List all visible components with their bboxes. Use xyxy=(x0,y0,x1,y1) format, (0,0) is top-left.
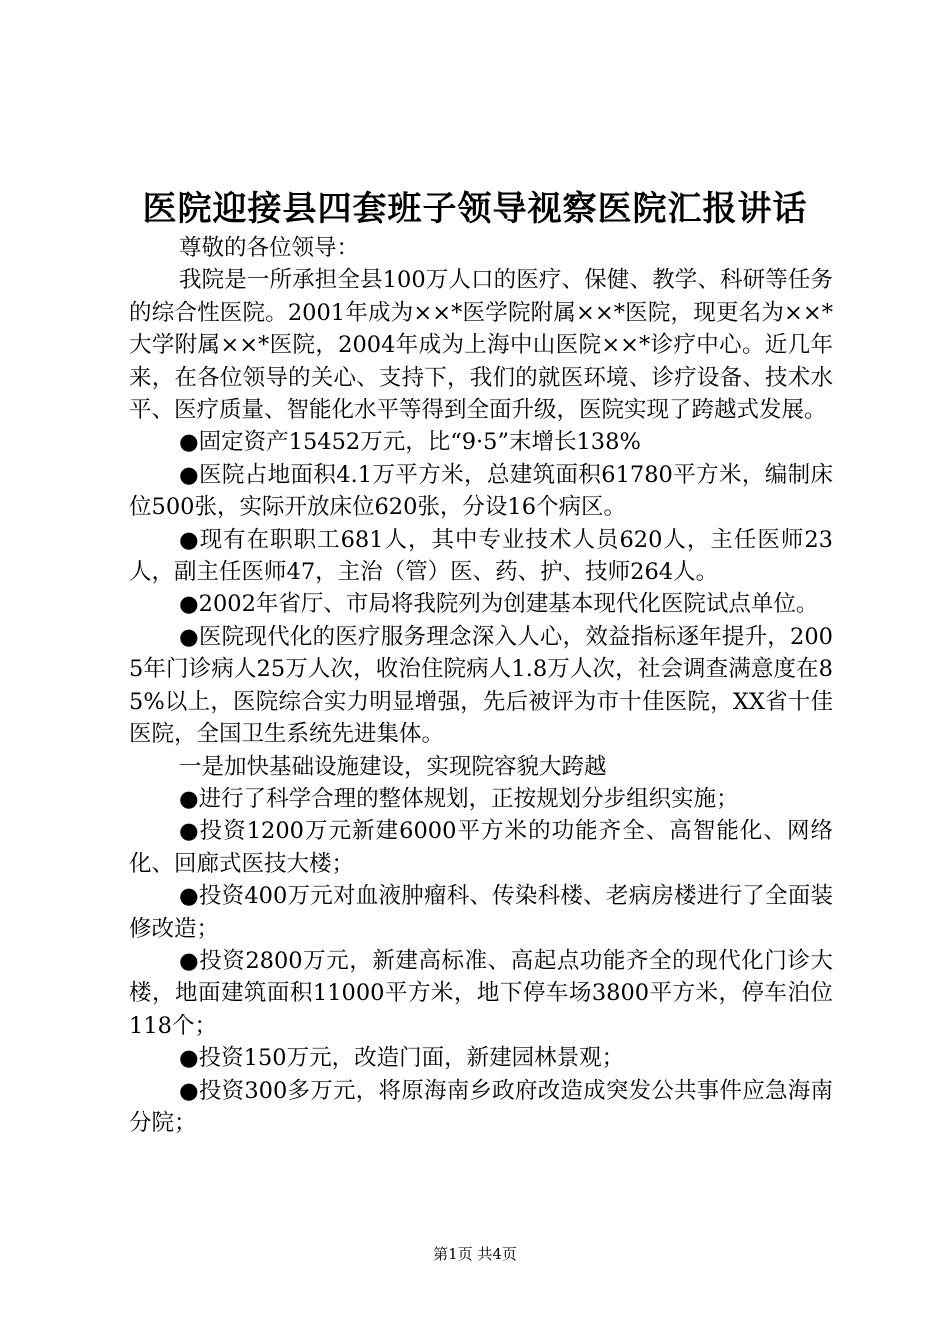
bullet-medtech-building: ●投资1200万元新建6000平方米的功能齐全、高智能化、网络化、回廊式医技大楼； xyxy=(129,818,833,877)
bullet-renovation: ●投资400万元对血液肿瘤科、传染科楼、老病房楼进行了全面装修改造； xyxy=(129,883,833,942)
bullet-planning: ●进行了科学合理的整体规划，正按规划分步组织实施； xyxy=(179,785,739,812)
document-title: 医院迎接县四套班子领导视察医院汇报讲话 xyxy=(142,189,808,229)
salutation: 尊敬的各位领导： xyxy=(179,235,360,261)
bullet-outpatient-building: ●投资2800万元，新建高标准、高起点功能齐全的现代化门诊大楼，地面建筑面积11000平方米，地下停车场3800平方米，停车泊位118个； xyxy=(129,947,833,1039)
bullet-pilot-unit: ●2002年省厅、市局将我院列为创建基本现代化医院试点单位。 xyxy=(179,591,819,618)
document-body xyxy=(129,232,833,1139)
page-footer: 第1页 共4页 xyxy=(433,1245,517,1263)
bullet-branch-hospital: ●投资300多万元，将原海南乡政府改造成突发公共事件应急海南分院； xyxy=(129,1077,833,1136)
bullet-landscape: ●投资150万元，改造门面，新建园林景观； xyxy=(179,1045,625,1072)
intro-paragraph: 我院是一所承担全县100万人口的医疗、保健、教学、科研等任务的综合性医院。2001年成为××*医学院附属××*医院，现更名为××*大学附属××*医院，2004年成为上海中山医院××*诊疗中心。近几年来，在各位领导的关心、支持下，我们的就医环境、诊疗设备、技术水平、医疗质量、智能化水平等得到全面升级，医院实现了跨越式发展。 xyxy=(129,267,833,424)
bullet-service-concept: ●医院现代化的医疗服务理念深入人心，效益指标逐年提升，2005年门诊病人25万人次，收治住院病人1.8万人次，社会调查满意度在85%以上，医院综合实力明显增强，先后被评为市十佳医院，XX省十佳医院，全国卫生系统先进集体。 xyxy=(129,623,833,748)
bullet-fixed-assets: ●固定资产15452万元，比“9·5”末增长138% xyxy=(179,429,641,456)
bullet-staff: ●现有在职职工681人，其中专业技术人员620人，主任医师23人，副主任医师47，主治（管）医、药、护、技师264人。 xyxy=(129,526,833,586)
section-heading-infrastructure: 一是加快基础设施建设，实现院容貌大跨越 xyxy=(179,753,607,780)
bullet-area-beds: ●医院占地面积4.1万平方米，总建筑面积61780平方米，编制床位500张，实际开放床位620张，分设16个病区。 xyxy=(129,461,833,521)
